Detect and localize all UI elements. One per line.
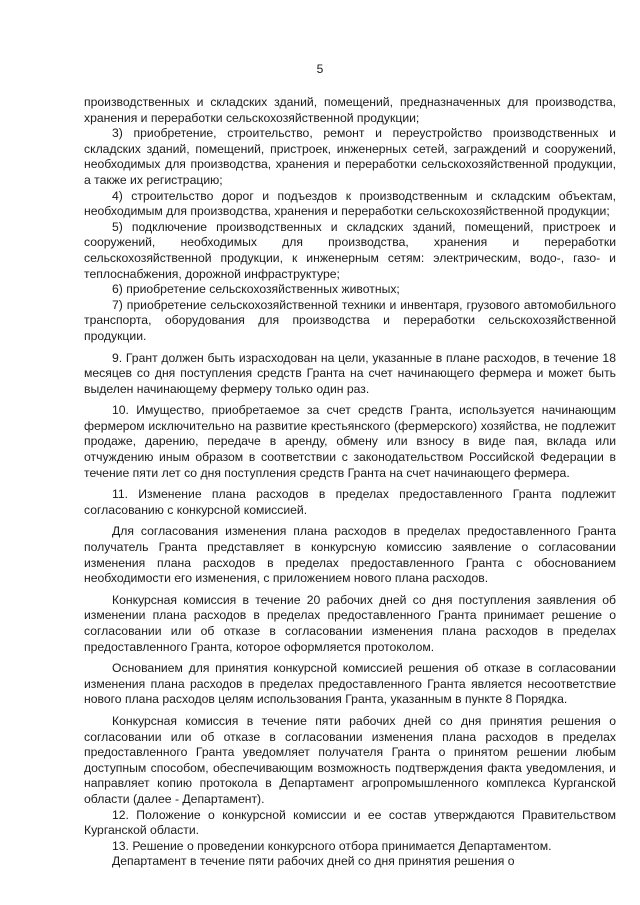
paragraph: Департамент в течение пяти рабочих дней со дня принятия решения о	[112, 854, 515, 869]
paragraph: 4) строительство дорог и подъездов к производственным и складским объектам, необходимым для производства, хранения и переработки сельскохозяйственной продукции;	[84, 188, 616, 219]
document-body	[84, 95, 616, 870]
paragraph: Основанием для принятия конкурсной комиссией решения об отказе в согласовании изменения плана расходов в пределах предоставленного Гранта является несоответствие нового плана расходов целям использования Гранта, указанным в пункте 8 Порядка.	[84, 661, 616, 707]
paragraph: 7) приобретение сельскохозяйственной техники и инвентаря, грузового автомобильного транспорта, оборудования для производства и переработки сельскохозяйственной продукции.	[84, 297, 616, 343]
paragraph: Конкурсная комиссия в течение 20 рабочих дней со дня поступления заявления об изменении плана расходов в пределах предоставленного Гранта принимает решение о согласовании или об отказе в согласовании изменения плана расходов в пределах предоставленного Гранта, которое оформляется протоколом.	[84, 592, 616, 654]
paragraph: 10. Имущество, приобретаемое за счет средств Гранта, используется начинающим фермером исключительно на развитие крестьянского (фермерского) хозяйства, не подлежит продаже, дарению, передаче в аренду, обмену или взносу в виде пая, вклада или отчуждению иным образом в соответствии с законодательством Российской Федерации в течение пяти лет со дня поступления средств Гранта на счет начинающего фермера.	[84, 403, 616, 480]
paragraph: 6) приобретение сельскохозяйственных животных;	[112, 282, 400, 297]
paragraph: 13. Решение о проведении конкурсного отбора принимается Департаментом.	[112, 838, 552, 853]
page-number: 5	[316, 62, 324, 76]
paragraph: 5) подключение производственных и складских зданий, помещений, пристроек и сооружений, необходимых для производства, хранения и переработки сельскохозяйственной продукции, к инженерным сетям: электрическим, водо-, газо- и теплоснабжения, дорожной инфраструктуре;	[84, 219, 616, 281]
paragraph: 11. Изменение плана расходов в пределах предоставленного Гранта подлежит согласованию с конкурсной комиссией.	[84, 487, 616, 517]
paragraph: Конкурсная комиссия в течение пяти рабочих дней со дня принятия решения о согласовании или об отказе в согласовании изменения плана расходов в пределах предоставленного Гранта уведомляет получателя Гранта о принятом решении любым доступным способом, обеспечивающим возможность подтверждения факта уведомления, и направляет копию протокола в Департамент агропромышленного комплекса Курганской области (далее - Департамент).	[84, 713, 616, 806]
paragraph: 9. Грант должен быть израсходован на цели, указанные в плане расходов, в течение 18 месяцев со дня поступления средств Гранта на счет начинающего фермера и может быть выделен начинающему фермеру только один раз.	[84, 350, 616, 396]
paragraph: 3) приобретение, строительство, ремонт и переустройство производственных и складских зданий, помещений, пристроек, инженерных сетей, заграждений и сооружений, необходимых для производства, хранения и переработки сельскохозяйственной продукции, а также их регистрацию;	[84, 126, 616, 187]
paragraph: 12. Положение о конкурсной комиссии и ее состав утверждаются Правительством Курганской области.	[84, 807, 616, 838]
paragraph: производственных и складских зданий, помещений, предназначенных для производства, хранения и переработки сельскохозяйственной продукции;	[84, 95, 616, 125]
paragraph: Для согласования изменения плана расходов в пределах предоставленного Гранта получатель Гранта представляет в конкурсную комиссию заявление о согласовании изменения плана расходов в пределах предоставленного Гранта с обоснованием необходимости его изменения, с приложением нового плана расходов.	[84, 524, 616, 586]
